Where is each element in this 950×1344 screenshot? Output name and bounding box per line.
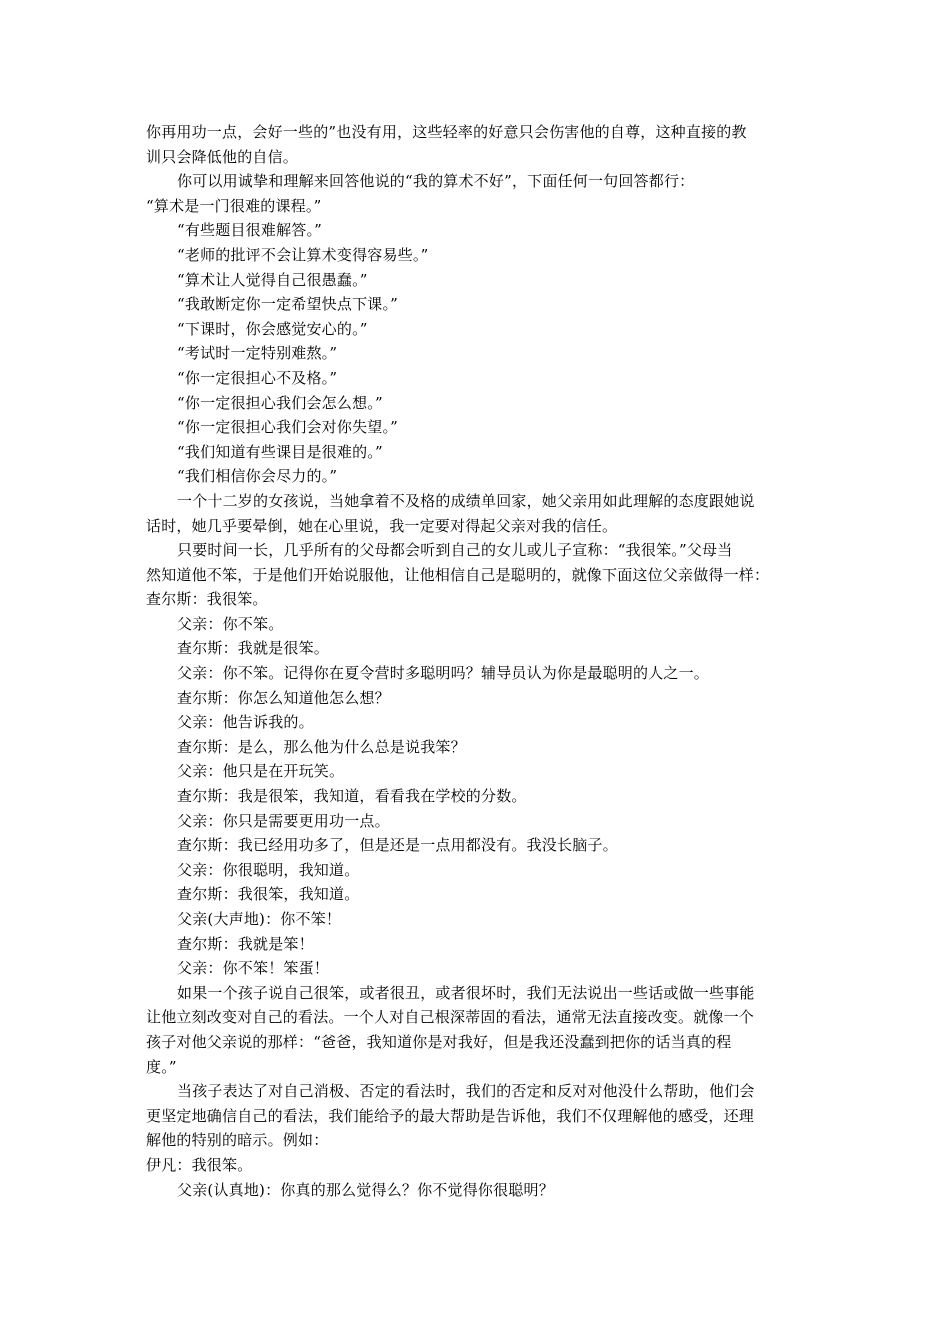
text-line: “你一定很担心我们会怎么想。” bbox=[177, 393, 383, 412]
text-line: 只要时间一长，几乎所有的父母都会听到自己的女儿或儿子宣称：“我很笨。”父母当 bbox=[177, 541, 733, 560]
text-line: 查尔斯：我已经用功多了，但是还是一点用都没有。我没长脑子。 bbox=[177, 836, 618, 855]
text-line: 你再用功一点，会好一些的”也没有用，这些轻率的好意只会伤害他的自尊，这种直接的教 bbox=[146, 123, 747, 141]
text-line: 如果一个孩子说自己很笨，或者很丑，或者很坏时，我们无法说出一些话或做一些事能 bbox=[177, 983, 755, 1002]
text-line: 然知道他不笨，于是他们开始说服他，让他相信自己是聪明的，就像下面这位父亲做得一样： bbox=[146, 565, 770, 584]
text-line: “算术让人觉得自己很愚蠢。” bbox=[177, 270, 368, 289]
text-line: 度。” bbox=[146, 1057, 177, 1076]
text-line: 查尔斯：你怎么知道他怎么想？ bbox=[177, 688, 390, 707]
text-line: 让他立刻改变对自己的看法。一个人对自己根深蒂固的看法，通常无法直接改变。就像一个 bbox=[146, 1008, 755, 1027]
text-line: 伊凡：我很笨。 bbox=[146, 1155, 253, 1174]
text-line: 父亲(大声地)：你不笨！ bbox=[177, 910, 342, 928]
text-line: “我们知道有些课目是很难的。” bbox=[177, 442, 383, 461]
text-line: “你一定很担心不及格。” bbox=[177, 368, 338, 387]
text-line: 查尔斯：是么，那么他为什么总是说我笨？ bbox=[177, 737, 466, 756]
text-line: 父亲：他只是在开玩笑。 bbox=[177, 762, 345, 781]
text-line: 父亲：你不笨！笨蛋！ bbox=[177, 959, 330, 978]
text-line: 更坚定地确信自己的看法，我们能给予的最大帮助是告诉他，我们不仅理解他的感受，还理 bbox=[146, 1106, 755, 1125]
text-line: 当孩子表达了对自己消极、否定的看法时，我们的否定和反对对他没什么帮助，他们会 bbox=[177, 1082, 755, 1101]
text-line: “有些题目很难解答。” bbox=[177, 221, 323, 240]
text-line: 查尔斯：我很笨，我知道。 bbox=[177, 885, 360, 904]
text-line: 父亲：他告诉我的。 bbox=[177, 713, 314, 732]
text-line: 查尔斯：我很笨。 bbox=[146, 590, 268, 609]
text-line: 父亲(认真地)：你真的那么觉得么？你不觉得你很聪明？ bbox=[177, 1180, 554, 1199]
text-line: “算术是一门很难的课程。” bbox=[146, 196, 322, 215]
text-line: 话时，她几乎要晕倒，她在心里说，我一定要对得起父亲对我的信任。 bbox=[146, 516, 618, 535]
text-line: 训只会降低他的自信。 bbox=[146, 147, 299, 166]
text-line: “老师的批评不会让算术变得容易些。” bbox=[177, 245, 429, 264]
text-line: 孩子对他父亲说的那样：“爸爸，我知道你是对我好，但是我还没蠢到把你的话当真的程 bbox=[146, 1032, 732, 1051]
text-line: 解他的特别的暗示。例如： bbox=[146, 1131, 329, 1150]
text-line: 父亲：你不笨。 bbox=[177, 614, 284, 633]
text-line: “我们相信你会尽力的。” bbox=[177, 467, 338, 486]
text-line: 查尔斯：我就是很笨。 bbox=[177, 639, 330, 658]
text-line: “我敢断定你一定希望快点下课。” bbox=[177, 295, 399, 314]
text-line: 你可以用诚挚和理解来回答他说的“我的算术不好”，下面任何一句回答都行： bbox=[177, 172, 695, 191]
text-line: 查尔斯：我就是笨！ bbox=[177, 934, 314, 953]
document-body bbox=[146, 120, 808, 1202]
text-line: 一个十二岁的女孩说，当她拿着不及格的成绩单回家，她父亲用如此理解的态度跟她说 bbox=[177, 491, 755, 510]
text-line: “你一定很担心我们会对你失望。” bbox=[177, 418, 399, 437]
text-line: 父亲：你不笨。记得你在夏令营时多聪明吗？辅导员认为你是最聪明的人之一。 bbox=[177, 664, 710, 683]
text-line: “考试时一定特别难熬。” bbox=[177, 344, 338, 363]
text-line: 父亲：你只是需要更用功一点。 bbox=[177, 811, 390, 830]
text-line: 父亲：你很聪明，我知道。 bbox=[177, 860, 360, 879]
text-line: 查尔斯：我是很笨，我知道，看看我在学校的分数。 bbox=[177, 787, 527, 806]
text-line: “下课时，你会感觉安心的。” bbox=[177, 319, 368, 338]
